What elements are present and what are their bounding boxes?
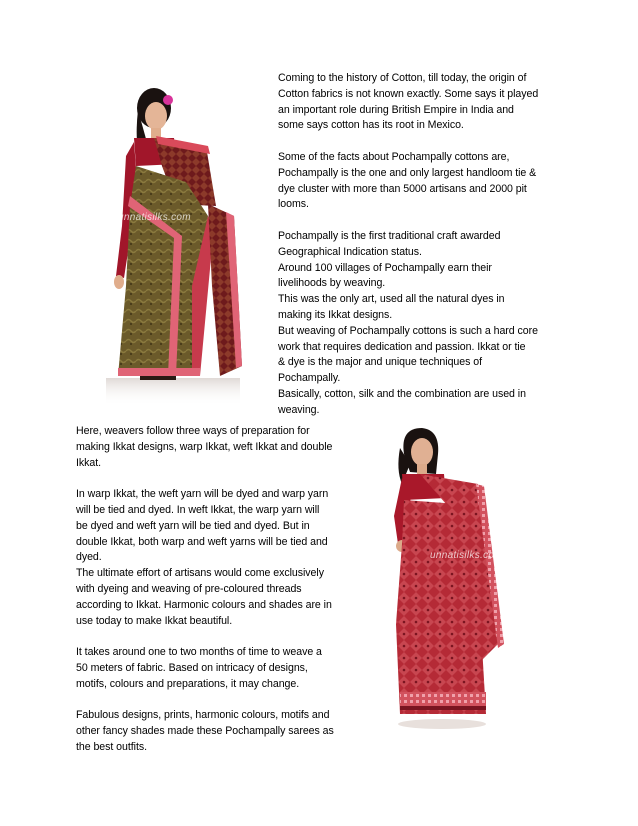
saree-photo-olive xyxy=(96,86,250,406)
text-line: Cotton fabrics is not known exactly. Some says it played xyxy=(278,87,539,100)
text-line: weaving. xyxy=(278,403,320,416)
text-line: This was the only art, used all the natural dyes in xyxy=(278,293,505,306)
text-line: Here, weavers follow three ways of preparation for xyxy=(76,425,310,437)
paragraph-cotton-history xyxy=(278,71,578,134)
text-line: with dyeing and weaving of pre-coloured threads xyxy=(76,582,302,595)
saree-model-illustration xyxy=(386,424,512,734)
text-line: motifs, colours and preparations, it may change. xyxy=(76,677,300,690)
text-line: & dye is the major and unique techniques of xyxy=(278,356,482,369)
text-line: Some of the facts about Pochampally cottons are, xyxy=(278,150,510,163)
paragraph-weaving-time xyxy=(76,645,366,692)
text-line: The ultimate effort of artisans would come exclusively xyxy=(76,567,324,580)
paragraph-preparation xyxy=(76,424,366,471)
text-line: making Ikkat designs, warp Ikkat, weft Ikkat and double xyxy=(76,440,333,453)
text-line: dye cluster with more than 5000 artisans and 2000 pit xyxy=(278,182,527,195)
text-line: Coming to the history of Cotton, till today, the origin of xyxy=(278,72,527,84)
text-line: be dyed and weft yarn will be tied and dyed. But in xyxy=(76,519,310,532)
saree-photo-red xyxy=(386,424,512,734)
text-line: Pochampally. xyxy=(278,372,341,385)
text-line: Around 100 villages of Pochampally earn their xyxy=(278,261,492,274)
paragraph-ikkat-types xyxy=(76,487,366,629)
text-line: Geographical Indication status. xyxy=(278,245,422,258)
text-line: Ikkat. xyxy=(76,456,102,469)
saree-model-illustration xyxy=(96,86,250,406)
text-line: Fabulous designs, prints, harmonic colours, motifs and xyxy=(76,709,330,722)
text-line: Basically, cotton, silk and the combination are used in xyxy=(278,387,526,400)
text-line: making its Ikkat designs. xyxy=(278,308,393,321)
photo-watermark: unnatisilks.com xyxy=(118,212,191,223)
text-line: some says cotton has its root in Mexico. xyxy=(278,119,464,132)
text-line: use today to make Ikkat beautiful. xyxy=(76,614,233,627)
history-text-column xyxy=(278,71,578,419)
text-line: 50 meters of fabric. Based on intricacy of designs, xyxy=(76,661,308,674)
text-line: But weaving of Pochampally cottons is such a hard core xyxy=(278,324,538,337)
text-line: In warp Ikkat, the weft yarn will be dyed and warp yarn xyxy=(76,488,329,501)
text-line: It takes around one to two months of time to weave a xyxy=(76,646,322,659)
ikkat-text-column xyxy=(76,424,366,756)
text-line: the best outfits. xyxy=(76,740,147,753)
text-line: work that requires dedication and passion. Ikkat or tie xyxy=(278,340,526,353)
paragraph-designs xyxy=(76,708,366,755)
text-line: Pochampally is the one and only largest handloom tie & xyxy=(278,166,537,179)
text-line: will be tied and dyed. In weft Ikkat, the warp yarn will xyxy=(76,503,320,516)
paragraph-pochampally-facts xyxy=(278,150,578,213)
text-line: Pochampally is the first traditional craft awarded xyxy=(278,229,501,242)
paragraph-gi-status xyxy=(278,229,578,419)
text-line: double Ikkat, both warp and weft yarns will be tied and xyxy=(76,535,328,548)
text-line: looms. xyxy=(278,198,309,211)
text-line: livelihoods by weaving. xyxy=(278,277,386,290)
text-line: dyed. xyxy=(76,551,102,564)
text-line: other fancy shades made these Pochampally sarees as xyxy=(76,725,334,738)
text-line: an important role during British Empire in India and xyxy=(278,103,514,116)
text-line: according to Ikkat. Harmonic colours and shades are in xyxy=(76,598,332,611)
photo-watermark: unnatisilks.com xyxy=(430,550,503,561)
